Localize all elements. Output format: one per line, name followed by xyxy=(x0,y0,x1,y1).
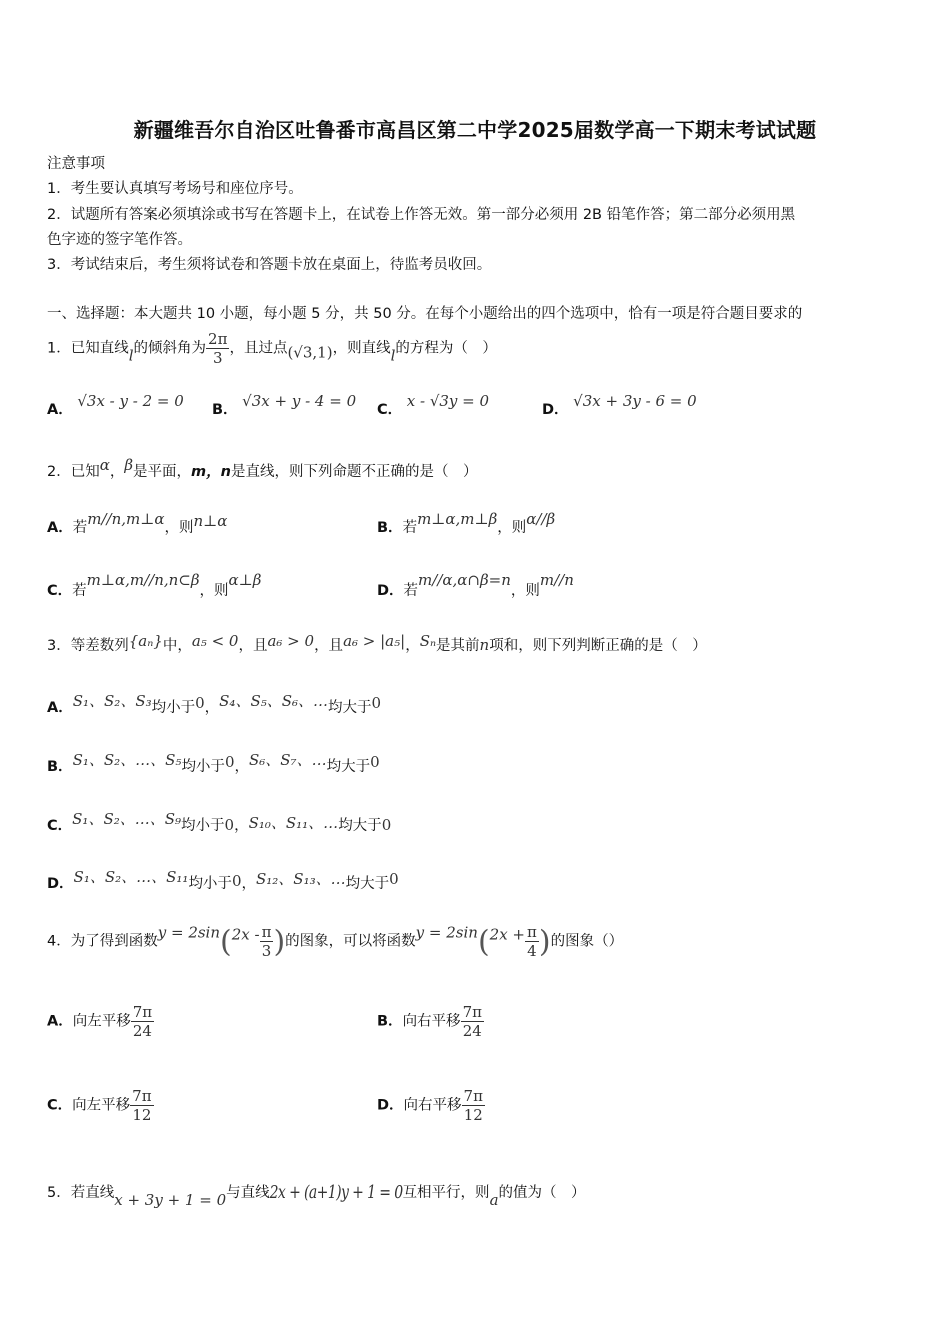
q3-text: ，且 xyxy=(314,638,344,654)
option-label: C． xyxy=(377,402,403,418)
q3-n: n xyxy=(479,636,490,654)
option-fraction xyxy=(461,1003,484,1040)
q3-text: 等差数列 xyxy=(70,638,129,654)
q3-option-a[interactable] xyxy=(47,690,381,717)
option-math: S₁、S₂、S₃ xyxy=(72,692,152,710)
q4-option-b[interactable] xyxy=(377,1003,484,1040)
q2-text: 是直线，则下列命题不正确的是（ ） xyxy=(230,464,478,480)
option-label: C． xyxy=(47,583,73,599)
option-text: 向左平移 xyxy=(72,1013,131,1030)
q5-text: 若直线 xyxy=(70,1185,115,1201)
option-fraction xyxy=(131,1003,154,1040)
option-label: A． xyxy=(47,700,73,716)
option-math: 0 xyxy=(370,753,380,771)
q4-func: 2x - xyxy=(231,925,260,944)
option-text: 均小于 xyxy=(181,818,225,834)
q2-text: ， xyxy=(109,464,125,480)
option-text: 若 xyxy=(72,520,88,536)
option-math: S₁、S₂、…、S₅ xyxy=(72,751,182,769)
question-4 xyxy=(47,923,623,960)
option-label: B． xyxy=(377,1013,403,1030)
q3-cond: a₆ > |a₅| xyxy=(343,632,406,650)
q2-option-c[interactable] xyxy=(47,571,261,600)
q2-alpha: α xyxy=(99,456,110,474)
option-fraction xyxy=(462,1087,485,1124)
q2-option-a[interactable] xyxy=(47,510,227,537)
option-math: m//n,m⊥α xyxy=(87,510,165,528)
question-2 xyxy=(47,456,477,481)
option-text: 若 xyxy=(72,583,87,599)
q1-point: (√3,1) xyxy=(287,343,333,362)
option-math: m⊥α,m⊥β xyxy=(417,510,498,528)
q1-text: 的方程为（ ） xyxy=(395,340,497,357)
q3-text: 项和，则下列判断正确的是（ ） xyxy=(489,638,707,654)
left-paren: ( xyxy=(477,924,490,960)
option-math: S₁、S₂、…、S₉ xyxy=(72,810,182,828)
option-text: 均小于 xyxy=(188,876,232,892)
q3-sn: Sₙ xyxy=(419,632,437,650)
option-text: ， xyxy=(234,759,249,775)
option-math: S₁₀、S₁₁、… xyxy=(248,814,339,832)
q1-angle-fraction xyxy=(206,330,229,367)
q3-cond: a₆ > 0 xyxy=(267,632,315,650)
option-math: 0 xyxy=(231,872,242,890)
option-label: B． xyxy=(377,520,403,536)
option-math: S₁、S₂、…、S₁₁ xyxy=(73,868,189,886)
q1-line-var: l xyxy=(390,346,396,365)
q2-beta: β xyxy=(124,456,134,474)
frac-num: π xyxy=(527,923,537,941)
option-math: 0 xyxy=(224,753,235,771)
frac-den: 4 xyxy=(527,942,537,960)
option-math: n⊥α xyxy=(193,512,228,530)
q3-text: ，且 xyxy=(238,638,268,654)
q2-option-d[interactable] xyxy=(377,571,574,600)
q3-text: 中， xyxy=(162,638,192,654)
option-math: m⊥α,m//n,n⊂β xyxy=(86,571,200,589)
q1-text: ，且过点 xyxy=(229,340,288,357)
option-label: C． xyxy=(47,818,73,834)
option-text: 若 xyxy=(402,520,418,536)
option-label: D． xyxy=(377,583,404,599)
option-math: m//n xyxy=(539,571,574,589)
option-text: ， xyxy=(234,818,249,834)
q1-line-var: l xyxy=(128,346,134,365)
q5-text: 的值为（ ） xyxy=(498,1185,586,1201)
frac-num: 2π xyxy=(208,330,228,348)
option-math: S₄、S₅、S₆、… xyxy=(219,692,329,710)
option-text: 均小于 xyxy=(151,700,196,716)
frac-num: 7π xyxy=(463,1087,483,1105)
question-number: 1． xyxy=(47,340,71,357)
q4-option-c[interactable] xyxy=(47,1087,154,1124)
q2-mn: m，n xyxy=(191,464,231,480)
q3-cond: a₅ < 0 xyxy=(191,632,239,650)
q3-option-c[interactable] xyxy=(47,808,391,835)
option-text: 向右平移 xyxy=(403,1097,462,1114)
q4-text: 的图象，可以将函数 xyxy=(285,933,416,950)
frac-den: 12 xyxy=(463,1106,483,1124)
q1-text: 已知直线 xyxy=(70,340,129,357)
q3-seq: {aₙ} xyxy=(128,632,163,650)
option-text: 均大于 xyxy=(326,759,371,775)
q4-func: y = 2sin xyxy=(415,923,478,942)
q2-text: 已知 xyxy=(70,464,100,480)
option-math: α⊥β xyxy=(228,571,262,589)
frac-den: 3 xyxy=(261,942,272,960)
option-math: 0 xyxy=(389,870,399,888)
option-math: S₁₂、S₁₃、… xyxy=(255,870,346,888)
frac-den: 3 xyxy=(212,349,223,367)
q4-text: 的图象（） xyxy=(550,933,624,950)
option-label: B． xyxy=(47,759,73,775)
question-number: 3． xyxy=(47,638,71,654)
option-label: B． xyxy=(212,402,238,418)
frac-num: 7π xyxy=(132,1087,152,1105)
option-label: A． xyxy=(47,520,73,536)
q3-option-d[interactable] xyxy=(47,866,399,893)
q5-line2: 2x + (a+1)y + 1 = 0 xyxy=(269,1183,403,1203)
option-math: m//α,α∩β=n xyxy=(418,571,511,589)
question-1 xyxy=(47,330,497,367)
option-text: ， xyxy=(204,700,220,716)
option-math: x - √3y = 0 xyxy=(406,392,490,410)
option-text: 均小于 xyxy=(181,759,225,775)
option-text: 向左平移 xyxy=(72,1097,131,1114)
option-math: 0 xyxy=(371,694,382,712)
option-math: 0 xyxy=(224,816,235,834)
option-text: ，则 xyxy=(164,520,194,536)
q5-text: 互相平行，则 xyxy=(402,1185,490,1201)
option-math: α//β xyxy=(526,510,556,528)
option-text: ，则 xyxy=(510,583,540,599)
page-title: 新疆维吾尔自治区吐鲁番市高昌区第二中学2025届数学高一下期末考试试题 xyxy=(133,118,817,142)
q2-option-b[interactable] xyxy=(377,510,555,537)
q3-text: ， xyxy=(405,638,420,654)
option-math: 0 xyxy=(381,816,392,834)
notes-item: 3．考试结束后，考生须将试卷和答题卡放在桌面上，待监考员收回。 xyxy=(47,257,492,273)
q1-option-a[interactable] xyxy=(47,390,184,418)
notes-heading: 注意事项 xyxy=(47,156,105,172)
left-paren: ( xyxy=(220,924,232,960)
question-3 xyxy=(47,632,707,655)
q2-text: 是平面， xyxy=(133,464,192,480)
question-number: 5． xyxy=(47,1185,71,1201)
section-heading: 一、选择题：本大题共 10 小题，每小题 5 分，共 50 分。在每个小题给出的四个选项中，恰有一项是符合题目要求的 xyxy=(47,306,803,322)
frac-num: 7π xyxy=(462,1003,482,1021)
option-math: 0 xyxy=(195,694,205,712)
option-text: 若 xyxy=(403,583,419,599)
option-text: 向右平移 xyxy=(402,1013,461,1030)
option-label: A． xyxy=(47,402,73,418)
option-label: D． xyxy=(377,1097,404,1114)
q5-a: a xyxy=(489,1191,499,1209)
frac-den: 12 xyxy=(132,1106,152,1124)
q5-text: 与直线 xyxy=(226,1185,270,1201)
notes-item: 色字迹的签字笔作答。 xyxy=(47,232,192,248)
option-label: A． xyxy=(47,1013,73,1030)
option-text: ， xyxy=(241,876,256,892)
q4-fraction xyxy=(525,923,539,960)
notes-item: 2．试题所有答案必须填涂或书写在答题卡上，在试卷上作答无效。第一部分必须用 2B 铅笔作答；第二部分必须用黑 xyxy=(47,207,796,223)
q1-option-d[interactable] xyxy=(542,390,697,418)
option-math: √3x + y - 4 = 0 xyxy=(242,392,357,410)
option-text: 均大于 xyxy=(328,700,372,716)
question-number: 2． xyxy=(47,464,71,480)
q1-text: 的倾斜角为 xyxy=(133,340,207,357)
option-text: ，则 xyxy=(497,520,527,536)
option-math: √3x + 3y - 6 = 0 xyxy=(573,392,697,410)
q4-option-a[interactable] xyxy=(47,1003,154,1040)
q5-line1: x + 3y + 1 = 0 xyxy=(114,1191,227,1209)
q1-option-b[interactable] xyxy=(212,390,357,418)
q4-text: 为了得到函数 xyxy=(70,933,158,950)
q4-option-d[interactable] xyxy=(377,1087,485,1124)
option-label: D． xyxy=(47,876,74,892)
notes-item: 1．考生要认真填写考场号和座位序号。 xyxy=(47,181,303,197)
right-paren: ) xyxy=(273,924,286,960)
option-text: 均大于 xyxy=(345,876,390,892)
right-paren: ) xyxy=(538,924,551,960)
q4-func: 2x + xyxy=(489,925,525,944)
q3-option-b[interactable] xyxy=(47,749,380,776)
q1-text: ，则直线 xyxy=(332,340,391,357)
option-math: S₆、S₇、… xyxy=(248,751,327,769)
frac-den: 24 xyxy=(462,1022,482,1040)
q1-option-c[interactable] xyxy=(377,390,490,418)
option-text: 均大于 xyxy=(338,818,382,834)
option-fraction xyxy=(130,1087,153,1124)
option-label: D． xyxy=(542,402,569,418)
q3-text: 是其前 xyxy=(436,638,480,654)
option-text: ，则 xyxy=(199,583,229,599)
question-number: 4． xyxy=(47,933,71,950)
frac-num: π xyxy=(261,923,272,941)
frac-num: 7π xyxy=(132,1003,153,1021)
frac-den: 24 xyxy=(132,1022,152,1040)
option-label: C． xyxy=(47,1097,73,1114)
question-5 xyxy=(47,1181,586,1209)
q4-fraction xyxy=(260,923,274,960)
q4-func: y = 2sin xyxy=(157,923,221,942)
option-math: √3x - y - 2 = 0 xyxy=(77,392,184,410)
